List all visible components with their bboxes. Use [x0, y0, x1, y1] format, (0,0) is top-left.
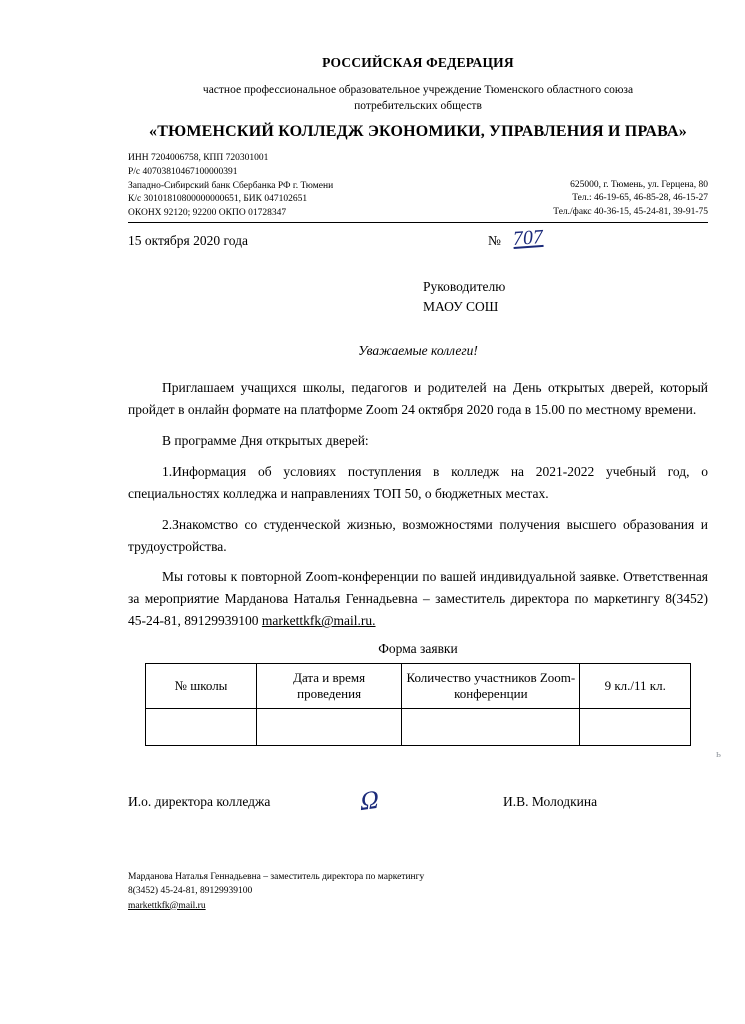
paragraph-item-1: 1.Информация об условиях поступления в колледж на 2021-2022 учебный год, о специальностях колледжа и направлениях ТОП 50, о бюджетных местах.	[128, 463, 708, 501]
fax-line: Тел./факс 40-36-15, 45-24-81, 39-91-75	[553, 207, 708, 218]
signatory-name: И.В. Молодкина	[503, 793, 598, 809]
request-form-table	[145, 663, 691, 746]
requisite-corr-account: К/с 30101810800000000651, БИК 047102651	[128, 194, 308, 205]
requisites-block	[128, 152, 708, 223]
requisites-right	[553, 179, 708, 220]
table-header-participants: Количество участников Zoom-конференции	[402, 663, 580, 708]
footer-responsible-person: Марданова Наталья Геннадьевна – заместитель директора по маркетингу	[128, 872, 425, 882]
form-title: Форма заявки	[378, 640, 458, 656]
organization-line-2: потребительских обществ	[354, 99, 482, 112]
table-cell-participants[interactable]	[402, 708, 580, 745]
organization-line	[128, 83, 708, 114]
letter-body	[128, 377, 708, 632]
addressee-block	[423, 277, 708, 318]
country-title: РОССИЙСКАЯ ФЕДЕРАЦИЯ	[322, 55, 514, 70]
table-row[interactable]	[146, 708, 691, 745]
requisite-account: Р/с 40703810467100000391	[128, 166, 238, 177]
email-link[interactable]: markettkfk@mail.ru.	[261, 613, 376, 629]
document-footer	[128, 870, 628, 913]
phone-line: Тел.: 46-19-65, 46-85-28, 46-15-27	[572, 193, 708, 204]
organization-line-1: частное профессиональное образовательное учреждение Тюменского областного союза	[202, 84, 634, 96]
table-cell-datetime[interactable]	[256, 708, 401, 745]
requisites-left	[128, 152, 458, 221]
table-header-row	[146, 663, 691, 708]
paragraph-program-heading: В программе Дня открытых дверей:	[162, 433, 369, 449]
table-header-school-number: № школы	[146, 663, 257, 708]
signatory-position: И.о. директора колледжа	[128, 793, 271, 809]
paragraph-invitation: Приглашаем учащихся школы, педагогов и родителей на День открытых дверей, который пройдет в онлайн формате на платформе Zoom 24 октября 2020 года в 15.00 по местному времени.	[128, 380, 708, 418]
college-name: «ТЮМЕНСКИЙ КОЛЛЕДЖ ЭКОНОМИКИ, УПРАВЛЕНИЯ И ПРАВА»	[149, 123, 687, 141]
dateline	[128, 225, 708, 255]
document-content	[128, 55, 708, 832]
table-header-datetime: Дата и время проведения	[256, 663, 401, 708]
margin-mark: ь	[716, 748, 722, 760]
footer-email[interactable]: markettkfk@mail.ru	[128, 900, 206, 911]
document-number-label: №	[488, 232, 501, 248]
paragraph-item-2: 2.Знакомство со студенческой жизнью, возможностями получения высшего образования и трудоустройства.	[128, 516, 708, 554]
document-number-handwritten: 707	[512, 225, 544, 250]
greeting: Уважаемые коллеги!	[358, 343, 478, 359]
requisite-okonh: ОКОНХ 92120; 92200 ОКПО 01728347	[128, 208, 287, 219]
table-cell-grades[interactable]	[580, 708, 691, 745]
paragraph-contact-text: Мы готовы к повторной Zoom-конференции по вашей индивидуальной заявке. Ответственная за мероприятие Марданова Наталья Геннадьевна – заместитель директора по маркетингу 8(3452) 45-24-81, 89129939100	[128, 569, 708, 629]
paragraph-contact	[128, 566, 708, 632]
table-cell-school-number[interactable]	[146, 708, 257, 745]
requisite-bank: Западно-Сибирский банк Сбербанка РФ г. Тюмени	[128, 180, 334, 191]
requisite-inn: ИНН 7204006758, КПП 720301001	[128, 153, 269, 164]
signature-row	[128, 786, 708, 832]
address-line: 625000, г. Тюмень, ул. Герцена, 80	[570, 179, 708, 190]
addressee-line-1: Руководителю	[423, 278, 506, 294]
document-date: 15 октября 2020 года	[128, 232, 248, 248]
footer-phone: 8(3452) 45-24-81, 89129939100	[128, 886, 253, 897]
signature-mark: Ω	[359, 784, 378, 817]
table-header-grades: 9 кл./11 кл.	[580, 663, 691, 708]
addressee-line-2: МАОУ СОШ	[423, 299, 499, 315]
